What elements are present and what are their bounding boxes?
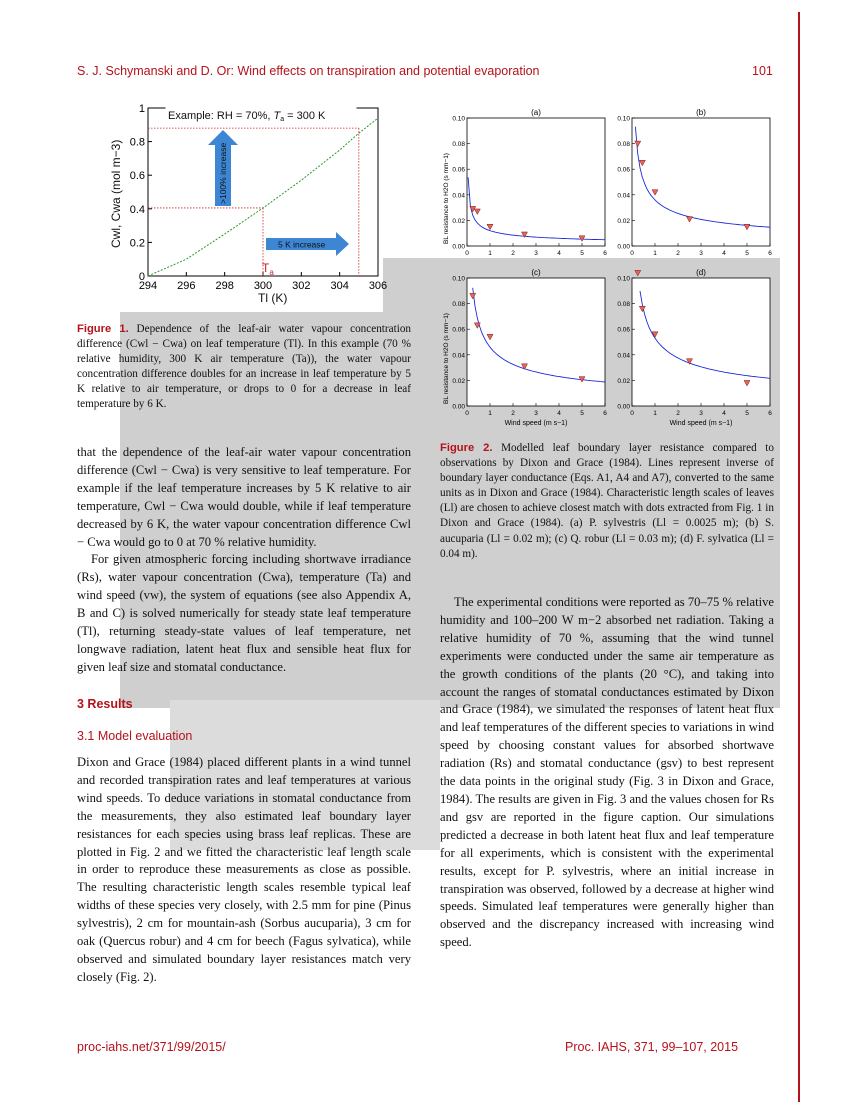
x-tick-label: 6 [768, 250, 772, 257]
y-tick-label: 0.10 [617, 115, 630, 123]
y-tick-label: 0.08 [452, 301, 465, 309]
arrow-right-label: 5 K increase [278, 239, 326, 250]
fig1-ylabel: Cwl, Cwa (mol m−3) [109, 139, 123, 248]
paragraph: For given atmospheric forcing including shortwave irradiance (Rs), water vapour concentration (Cwa), temperature (Ta) and wind speed (vw), the system of equations (see also Appendix A, B and C) is solved numerically for steady state leaf temperature (Tl), returning steady-state values of leaf temperature, net longwave radiation, latent heat flux and sensible heat flux for given leaf size and stomatal conductance. [77, 552, 411, 674]
x-tick-label: 4 [557, 250, 561, 257]
y-tick-label: 0.10 [452, 115, 465, 123]
y-tick-label: 0.00 [617, 403, 630, 411]
x-tick-label: 6 [768, 410, 772, 417]
y-tick-label: 0.10 [617, 275, 630, 283]
x-tick-label: 4 [722, 410, 726, 417]
x-tick-label: 4 [557, 410, 561, 417]
left-column-lower [77, 754, 411, 987]
x-tick-label: 3 [699, 250, 703, 257]
panel-a [443, 108, 607, 257]
panel-frame [467, 118, 605, 246]
x-tick-label: 1 [653, 250, 657, 257]
x-tick-label: 304 [330, 280, 349, 292]
margin-rule [798, 12, 800, 1102]
y-tick-label: 0.2 [129, 237, 145, 250]
x-tick-label: 6 [603, 250, 607, 257]
footer-citation: Proc. IAHS, 371, 99–107, 2015 [565, 1040, 739, 1054]
y-tick-label: 0.06 [452, 326, 465, 334]
y-tick-label: 0.08 [452, 141, 465, 149]
y-tick-label: 0.00 [452, 403, 465, 411]
x-tick-label: 294 [138, 280, 158, 292]
x-tick-label: 5 [745, 250, 749, 257]
panel-label: (c) [531, 268, 541, 277]
figure-1-caption: Figure 1. Dependence of the leaf-air water vapour concentration difference (Cwl − Cwa) on leaf temperature (Tl). In this example (70 % relative humidity, 300 K air temperature (Ta)), the water vapour concentration difference doubles for an increase in leaf temperature by 5 K relative to air temperature, or drops to 0 for a decrease in leaf temperature by 6 K. [77, 323, 412, 411]
y-tick-label: 0.06 [617, 166, 630, 174]
x-tick-label: 3 [534, 410, 538, 417]
fig2-xlabel: Wind speed (m s−1) [504, 420, 568, 427]
running-title: S. J. Schymanski and D. Or: Wind effects on transpiration and potential evaporation [77, 64, 540, 78]
observation-point [635, 270, 641, 276]
x-tick-label: 1 [653, 410, 657, 417]
panel-frame [632, 278, 770, 406]
x-tick-label: 0 [465, 250, 469, 257]
fig1-xlabel: Tl (K) [258, 291, 288, 305]
x-tick-label: 306 [368, 280, 388, 292]
y-tick-label: 0.00 [617, 243, 630, 251]
x-tick-label: 300 [253, 280, 273, 292]
x-tick-label: 298 [215, 280, 234, 292]
example-label: Example: RH = 70%, Ta = 300 K [168, 110, 326, 123]
x-tick-label: 302 [292, 280, 311, 292]
y-tick-label: 0.02 [617, 377, 630, 385]
x-tick-label: 5 [745, 410, 749, 417]
y-tick-label: 1 [138, 103, 145, 115]
panel-label: (d) [696, 268, 706, 277]
y-tick-label: 0.08 [617, 301, 630, 309]
fig2-xlabel: Wind speed (m s−1) [669, 420, 733, 427]
figure-1-plot [78, 100, 388, 312]
panel-frame [632, 118, 770, 246]
page-number: 101 [752, 64, 773, 78]
figure-2-plots [440, 100, 775, 432]
x-tick-label: 2 [676, 250, 680, 257]
x-tick-label: 3 [534, 250, 538, 257]
arrow-up-label: >100% increase [218, 142, 228, 204]
x-tick-label: 0 [630, 410, 634, 417]
x-tick-label: 1 [488, 410, 492, 417]
section-heading: 3 Results [77, 697, 133, 711]
paragraph: The experimental conditions were reported as 70–75 % relative humidity and 100–200 W m−2 absorbed net radiation. Taking a relative humidity of 70 %, assuming that the wind tunnel experiments were conducted under the same air temperature as the growth conditions of the plants (20 °C), and taking into account the ranges of stomatal conductances estimated by Dixon and Grace (1984), we simulated the responses of latent heat flux and leaf temperatures of the different species to variations in wind speed by choosing constant values for absorbed shortwave radiation (Rs) and stomatal conductance (gsv) to best represent the data points in the original study (Fig. 3 in Dixon and Grace, 1984). The results are given in Fig. 3 and the values chosen for Rs and gsv are reported in the figure caption. Our simulations predicted a decrease in both latent heat flux and leaf temperature for all experiments, which is consistent with the experimental results, except for P. sylvestris, where an initial increase in transpiration was observed, followed by a decrease at higher wind speeds. Simulated leaf temperatures were generally higher than observed and the discrepancy increased with increasing wind speed. [440, 595, 774, 950]
subsection-heading: 3.1 Model evaluation [77, 729, 193, 743]
panel-frame [467, 278, 605, 406]
x-tick-label: 2 [511, 250, 515, 257]
right-column [440, 594, 774, 952]
panel-c [443, 268, 607, 427]
y-tick-label: 0.02 [452, 377, 465, 385]
figure-1 [78, 100, 388, 312]
y-tick-label: 0.4 [129, 203, 145, 216]
x-tick-label: 5 [580, 250, 584, 257]
x-tick-label: 1 [488, 250, 492, 257]
y-tick-label: 0.8 [129, 136, 145, 149]
concentration-curve [148, 118, 378, 276]
paragraph: Dixon and Grace (1984) placed different plants in a wind tunnel and recorded transpiration rates and leaf temperatures at various wind speeds. To deduce variations in stomatal conductance from the measurements, they also estimated leaf boundary layer resistances for each species using brass leaf replicas. These are plotted in Fig. 2 and we fitted the characteristic leaf length scale in order to reproduce these measurements as close as possible. The resulting characteristic length scales resemble typical leaf widths of these species very closely, with 2.5 mm for pine (Pinus sylvestris), 2 cm for mountain-ash (Sorbus aucuparia), 3 cm for oak (Quercus robur) and 4 cm for beech (Fagus sylvatica), while observed and simulated boundary layer resistances match very closely (Fig. 2). [77, 755, 411, 984]
x-tick-label: 0 [465, 410, 469, 417]
y-tick-label: 0.6 [129, 170, 145, 183]
x-tick-label: 3 [699, 410, 703, 417]
fig2-ylabel: BL resistance to H2O (s mm−1) [443, 153, 450, 244]
y-tick-label: 0.04 [452, 352, 465, 360]
y-tick-label: 0.08 [617, 141, 630, 149]
x-tick-label: 2 [676, 410, 680, 417]
y-tick-label: 0.06 [452, 166, 465, 174]
y-tick-label: 0 [138, 271, 145, 283]
x-tick-label: 4 [722, 250, 726, 257]
figure-2-caption: Figure 2. Modelled leaf boundary layer resistance compared to observations by Dixon and Grace (1984). Lines represent inverse of boundary layer conductance (Eqs. A1, A4 and A7), converted to the same units as in Dixon and Grace (1984). Characteristic length scales of leaves (Ll) are chosen to achieve closest match with dots extracted from Fig. 1 in Dixon and Grace (1984). (a) P. sylvestris (Ll = 0.0025 m); (b) S. aucuparia (Ll = 0.02 m); (c) Q. robur (Ll = 0.03 m); (d) F. sylvatica (Ll = 0.04 m). [440, 442, 774, 560]
footer-url: proc-iahs.net/371/99/2015/ [77, 1040, 226, 1054]
panel-label: (a) [531, 108, 541, 117]
y-tick-label: 0.04 [617, 352, 630, 360]
ta-marker: $T_a$ [262, 261, 274, 277]
panel-label: (b) [696, 108, 706, 117]
x-tick-label: 0 [630, 250, 634, 257]
left-column [77, 444, 411, 677]
y-tick-label: 0.00 [452, 243, 465, 251]
y-tick-label: 0.02 [452, 217, 465, 225]
y-tick-label: 0.04 [452, 192, 465, 200]
panel-d [617, 268, 772, 427]
y-tick-label: 0.06 [617, 326, 630, 334]
x-tick-label: 2 [511, 410, 515, 417]
x-tick-label: 6 [603, 410, 607, 417]
y-tick-label: 0.02 [617, 217, 630, 225]
figure-2 [440, 100, 775, 432]
y-tick-label: 0.10 [452, 275, 465, 283]
fig2-ylabel: BL resistance to H2O (s mm−1) [443, 313, 450, 404]
x-tick-label: 296 [177, 280, 196, 292]
panel-b [617, 108, 772, 257]
paragraph: that the dependence of the leaf-air water vapour concentration difference (Cwl − Cwa) is very sensitive to leaf temperature. For example if the leaf temperature increases by 5 K relative to air temperature, Cwl − Cwa would double, while if leaf temperature decreased by 6 K, the water vapour concentration difference Cwl − Cwa would go to 0 at 70 % relative humidity. [77, 445, 411, 549]
y-tick-label: 0.04 [617, 192, 630, 200]
x-tick-label: 5 [580, 410, 584, 417]
